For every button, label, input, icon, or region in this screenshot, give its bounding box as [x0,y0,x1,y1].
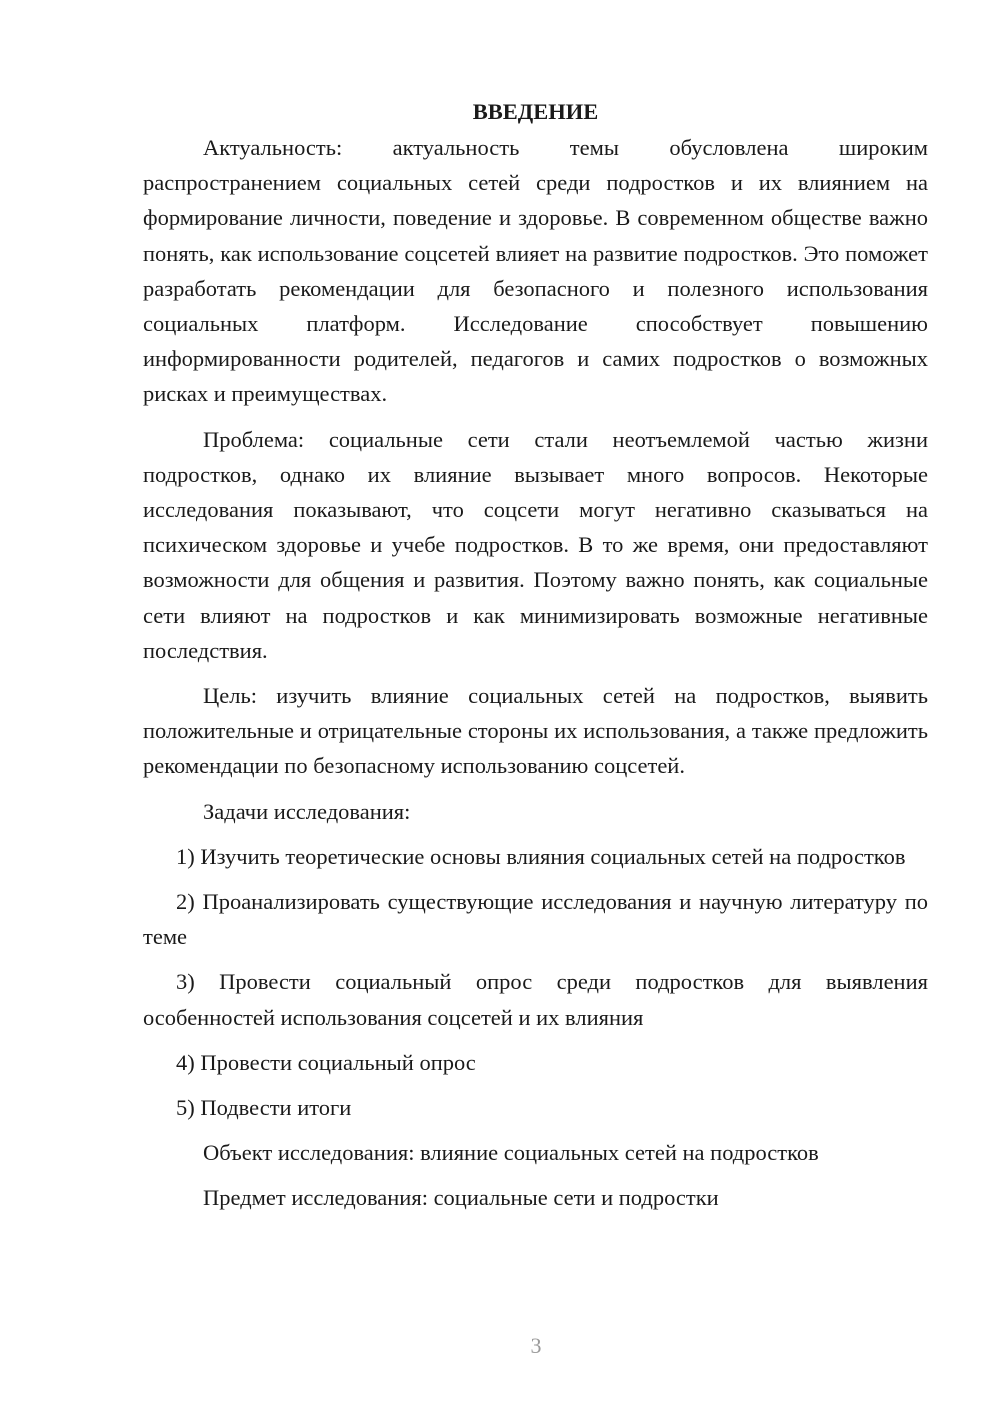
tasks-heading: Задачи исследования: [203,798,411,824]
task-item: 3) Провести социальный опрос среди подростков для выявления особенностей использования соцсетей и их влияния [143,969,928,1030]
page-number: 3 [530,1333,542,1358]
task-item: 4) Провести социальный опрос [176,1049,476,1075]
task-item: 2) Проанализировать существующие исследования и научную литературу по теме [143,889,928,950]
section-title: ВВЕДЕНИЕ [472,99,599,124]
research-object: Объект исследования: влияние социальных сетей на подростков [203,1140,819,1166]
goal-paragraph: Цель: изучить влияние социальных сетей на подростков, выявить положительные и отрицательные стороны их использования, а также предложить рекомендации по безопасному использованию соцсетей. [143,683,928,779]
task-item: 5) Подвести итоги [176,1095,352,1121]
page-content [143,94,928,1226]
relevance-paragraph: Актуальность: актуальность темы обусловлена широким распространением социальных сетей среди подростков и их влиянием на формирование личности, поведение и здоровье. В современном обществе важно понять, как использование соцсетей влияет на развитие подростков. Это поможет разработать рекомендации для безопасного и полезного использования социальных платформ. Исследование способствует повышению информированности родителей, педагогов и самих подростков о возможных рисках и преимуществах. [143,135,928,407]
research-subject: Предмет исследования: социальные сети и подростки [203,1185,719,1211]
problem-paragraph: Проблема: социальные сети стали неотъемлемой частью жизни подростков, однако их влияние вызывает много вопросов. Некоторые исследования показывают, что соцсети могут негативно сказываться на психическом здоровье и учебе подростков. В то же время, они предоставляют возможности для общения и развития. Поэтому важно понять, как социальные сети влияют на подростков и как минимизировать возможные негативные последствия. [143,426,928,663]
tasks-list [143,839,928,1125]
task-item: 1) Изучить теоретические основы влияния социальных сетей на подростков [176,843,906,869]
